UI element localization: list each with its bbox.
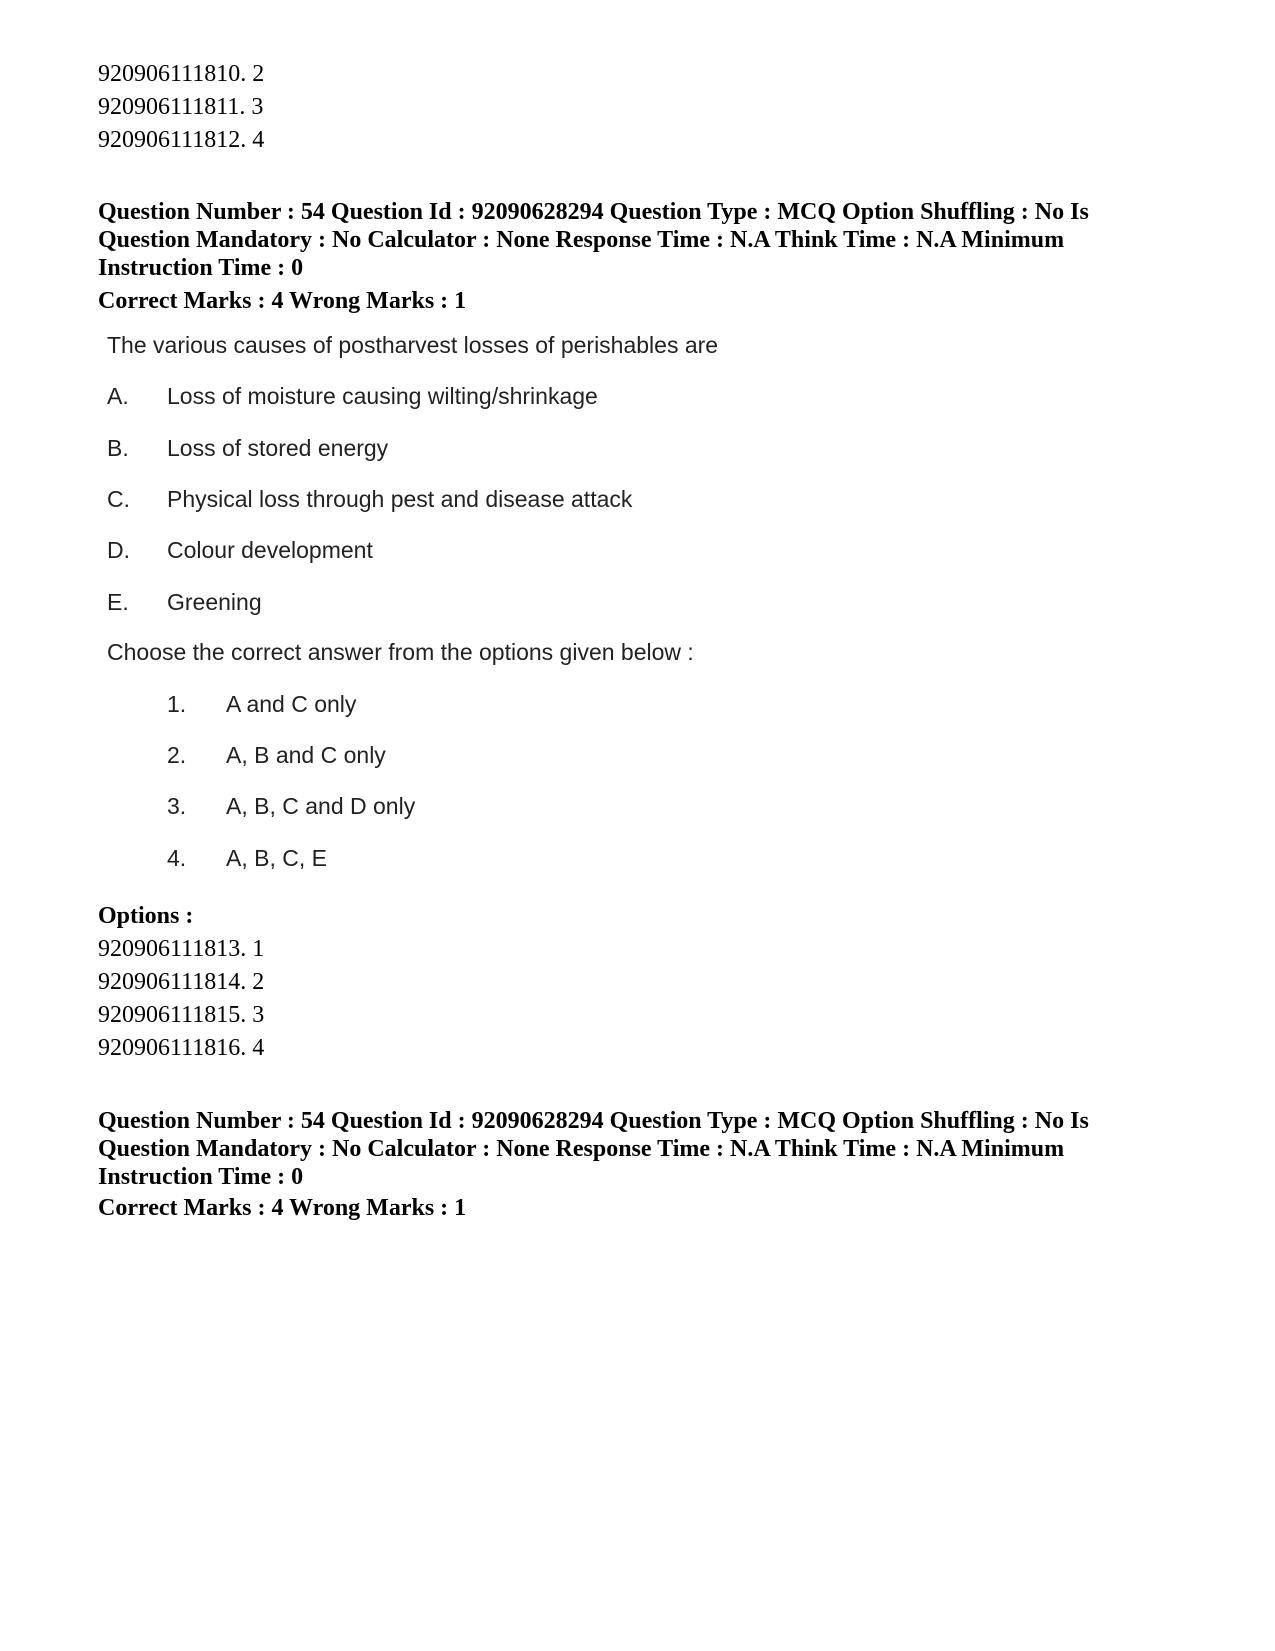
- option-id: 920906111814. 2: [98, 969, 265, 995]
- question-meta: [98, 198, 1178, 282]
- choice-number: 2.: [167, 742, 187, 768]
- question-meta-line: Instruction Time : 0: [98, 1164, 304, 1190]
- statement-text: Loss of moisture causing wilting/shrinkage: [167, 383, 598, 409]
- question-meta-line: Question Number : 54 Question Id : 92090628294 Question Type : MCQ Option Shuffling : No Is: [98, 199, 1089, 225]
- choice-number: 4.: [167, 845, 187, 871]
- prev-option-1: 920906111810. 2: [98, 61, 265, 87]
- choice-text: A, B, C, E: [226, 845, 327, 871]
- prev-option-3: 920906111812. 4: [98, 127, 265, 153]
- question-stem: The various causes of postharvest losses of perishables are: [107, 332, 719, 358]
- question-marks: Correct Marks : 4 Wrong Marks : 1: [98, 288, 467, 314]
- statement-letter: D.: [107, 537, 130, 563]
- choice-number: 3.: [167, 793, 187, 819]
- option-id: 920906111816. 4: [98, 1035, 265, 1061]
- statement-letter: A.: [107, 383, 129, 409]
- question-meta-line: Question Mandatory : No Calculator : None Response Time : N.A Think Time : N.A Minimum: [98, 1136, 1065, 1162]
- question-meta-line: Question Mandatory : No Calculator : None Response Time : N.A Think Time : N.A Minimum: [98, 227, 1065, 253]
- choice-text: A, B, C and D only: [226, 793, 416, 819]
- options-label: Options :: [98, 903, 194, 929]
- next-question-marks: Correct Marks : 4 Wrong Marks : 1: [98, 1195, 467, 1221]
- choice-number: 1.: [167, 691, 187, 717]
- statement-text: Colour development: [167, 537, 373, 563]
- question-meta-line: Question Number : 54 Question Id : 92090628294 Question Type : MCQ Option Shuffling : No Is: [98, 1108, 1089, 1134]
- question-meta-line: Instruction Time : 0: [98, 255, 304, 281]
- statement-text: Physical loss through pest and disease attack: [167, 486, 633, 512]
- answer-instruction: Choose the correct answer from the options given below :: [107, 639, 694, 665]
- statement-text: Loss of stored energy: [167, 435, 389, 461]
- option-id: 920906111813. 1: [98, 936, 265, 962]
- statement-letter: E.: [107, 589, 129, 615]
- statement-letter: B.: [107, 435, 129, 461]
- choice-text: A, B and C only: [226, 742, 386, 768]
- prev-option-2: 920906111811. 3: [98, 94, 264, 120]
- option-id: 920906111815. 3: [98, 1002, 265, 1028]
- statement-text: Greening: [167, 589, 262, 615]
- statement-letter: C.: [107, 486, 130, 512]
- next-question-meta: [98, 1107, 1178, 1191]
- choice-text: A and C only: [226, 691, 357, 717]
